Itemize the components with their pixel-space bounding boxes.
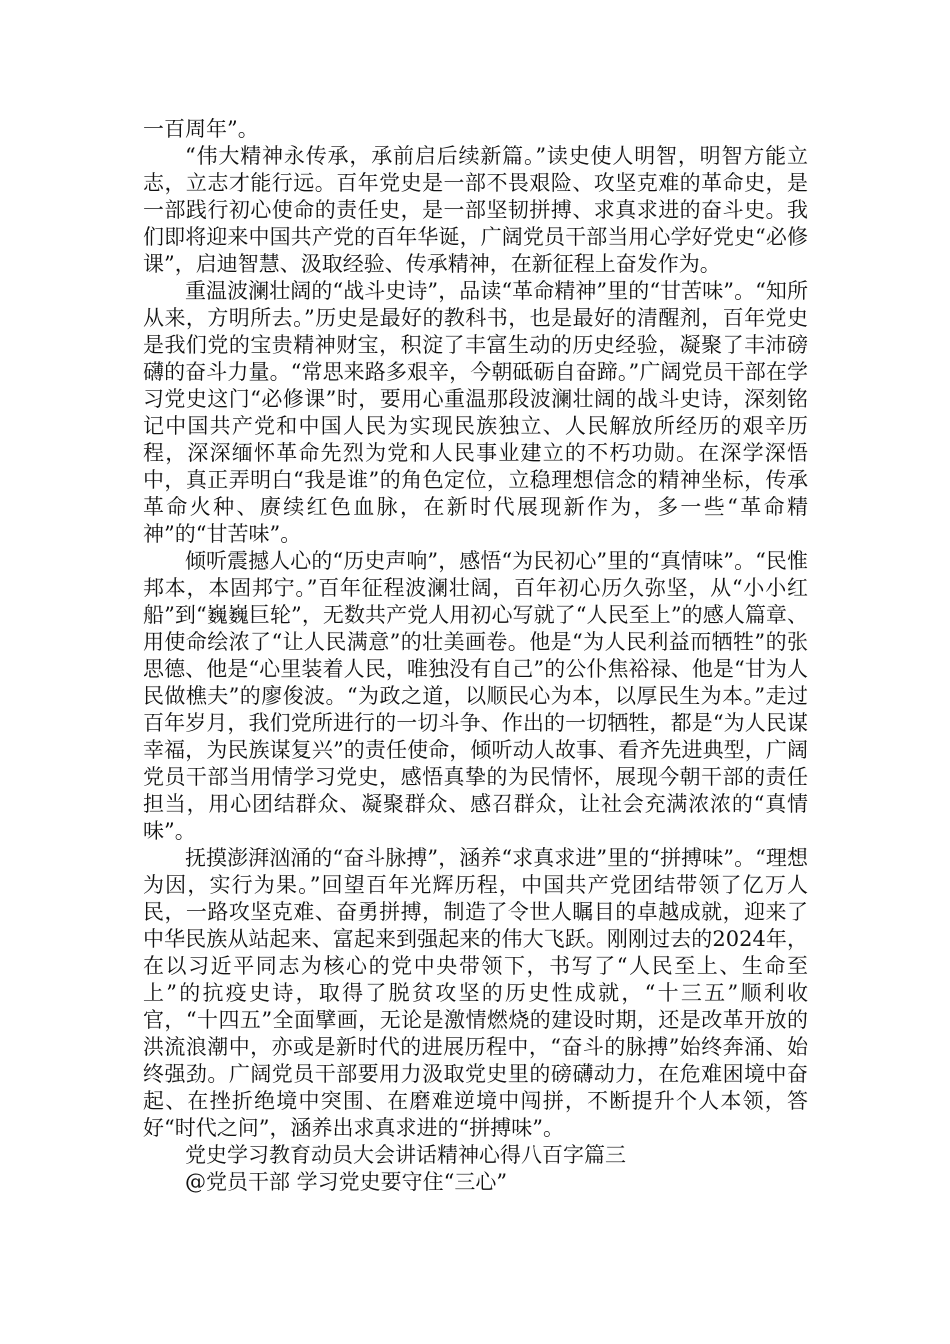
document-page xyxy=(143,116,808,1196)
paragraph-revolutionary-spirit: 重温波澜壮阔的“战斗史诗”，品读“革命精神”里的“甘苦味”。“知所从来，方明所去。”历史是最好的教科书，也是最好的清醒剂，百年党史是我们党的宝贵精神财宝，积淀了丰富生动的历史经验，凝聚了丰沛磅礴的奋斗力量。“常思来路多艰辛，今朝砥砺自奋蹄。”广阔党员干部在学习党史这门“必修课”时，要用心重温那段波澜壮阔的战斗史诗，深刻铭记中国共产党和中国人民为实现民族独立、人民解放所经历的艰辛历程，深深缅怀革命先烈为党和人民事业建立的不朽功勋。在深学深悟中，真正弄明白“我是谁”的角色定位，立稳理想信念的精神坐标，传承革命火种、赓续红色血脉，在新时代展现新作为，多一些“革命精神”的“甘苦味”。 xyxy=(143,279,808,546)
section-heading: 党史学习教育动员大会讲话精神心得八百字篇三 xyxy=(185,1143,626,1167)
paragraph-striving: 抚摸澎湃汹涌的“奋斗脉搏”，涵养“求真求进”里的“拼搏味”。“理想为因，实行为果。”回望百年光辉历程，中国共产党团结带领了亿万人民，一路攻坚克难、奋勇拼搏，制造了令世人瞩目的卓越成就，迎来了中华民族从站起来、富起来到强起来的伟大飞跃。刚刚过去的2024年，在以习近平同志为核心的党中央带领下，书写了“人民至上、生命至上”的抗疫史诗，取得了脱贫攻坚的历史性成就，“十三五”顺利收官，“十四五”全面擘画，无论是激情燃烧的建设时期，还是改革开放的洪流浪潮中，亦或是新时代的进展历程中，“奋斗的脉搏”始终奔涌、始终强劲。广阔党员干部要用力汲取党史里的磅礴动力，在危难困境中奋起、在挫折绝境中突围、在磨难逆境中闯拼，不断提升个人本领，答好“时代之问”，涵养出求真求进的“拼搏味”。 xyxy=(143,846,808,1140)
paragraph-continuation: 一百周年”。 xyxy=(143,117,259,141)
paragraph-intro: “伟大精神永传承，承前启后续新篇。”读史使人明智，明智方能立志，立志才能行远。百年党史是一部不畏艰险、攻坚克难的革命史，是一部践行初心使命的责任史，是一部坚韧拼搏、求真求进的奋斗史。我们即将迎来中国共产党的百年华诞，广阔党员干部当用心学好党史“必修课”，启迪智慧、汲取经验、传承精神，在新征程上奋发作为。 xyxy=(143,144,808,276)
section-subheading: @党员干部 学习党史要守住“三心” xyxy=(185,1170,508,1194)
paragraph-people-first: 倾听震撼人心的“历史声响”，感悟“为民初心”里的“真情味”。“民惟邦本，本固邦宁。”百年征程波澜壮阔，百年初心历久弥坚，从“小小红船”到“巍巍巨轮”，无数共产党人用初心写就了“人民至上”的感人篇章、用使命绘浓了“让人民满意”的壮美画卷。他是“为人民利益而牺牲”的张思德、他是“心里装着人民，唯独没有自己”的公仆焦裕禄、他是“甘为人民做樵夫”的廖俊波。“为政之道，以顺民心为本，以厚民生为本。”走过百年岁月，我们党所进行的一切斗争、作出的一切牺牲，都是“为人民谋幸福，为民族谋复兴”的责任使命，倾听动人故事、看齐先进典型，广阔党员干部当用情学习党史，感悟真挚的为民情怀，展现今朝干部的责任担当，用心团结群众、凝聚群众、感召群众，让社会充满浓浓的“真情味”。 xyxy=(143,549,808,843)
